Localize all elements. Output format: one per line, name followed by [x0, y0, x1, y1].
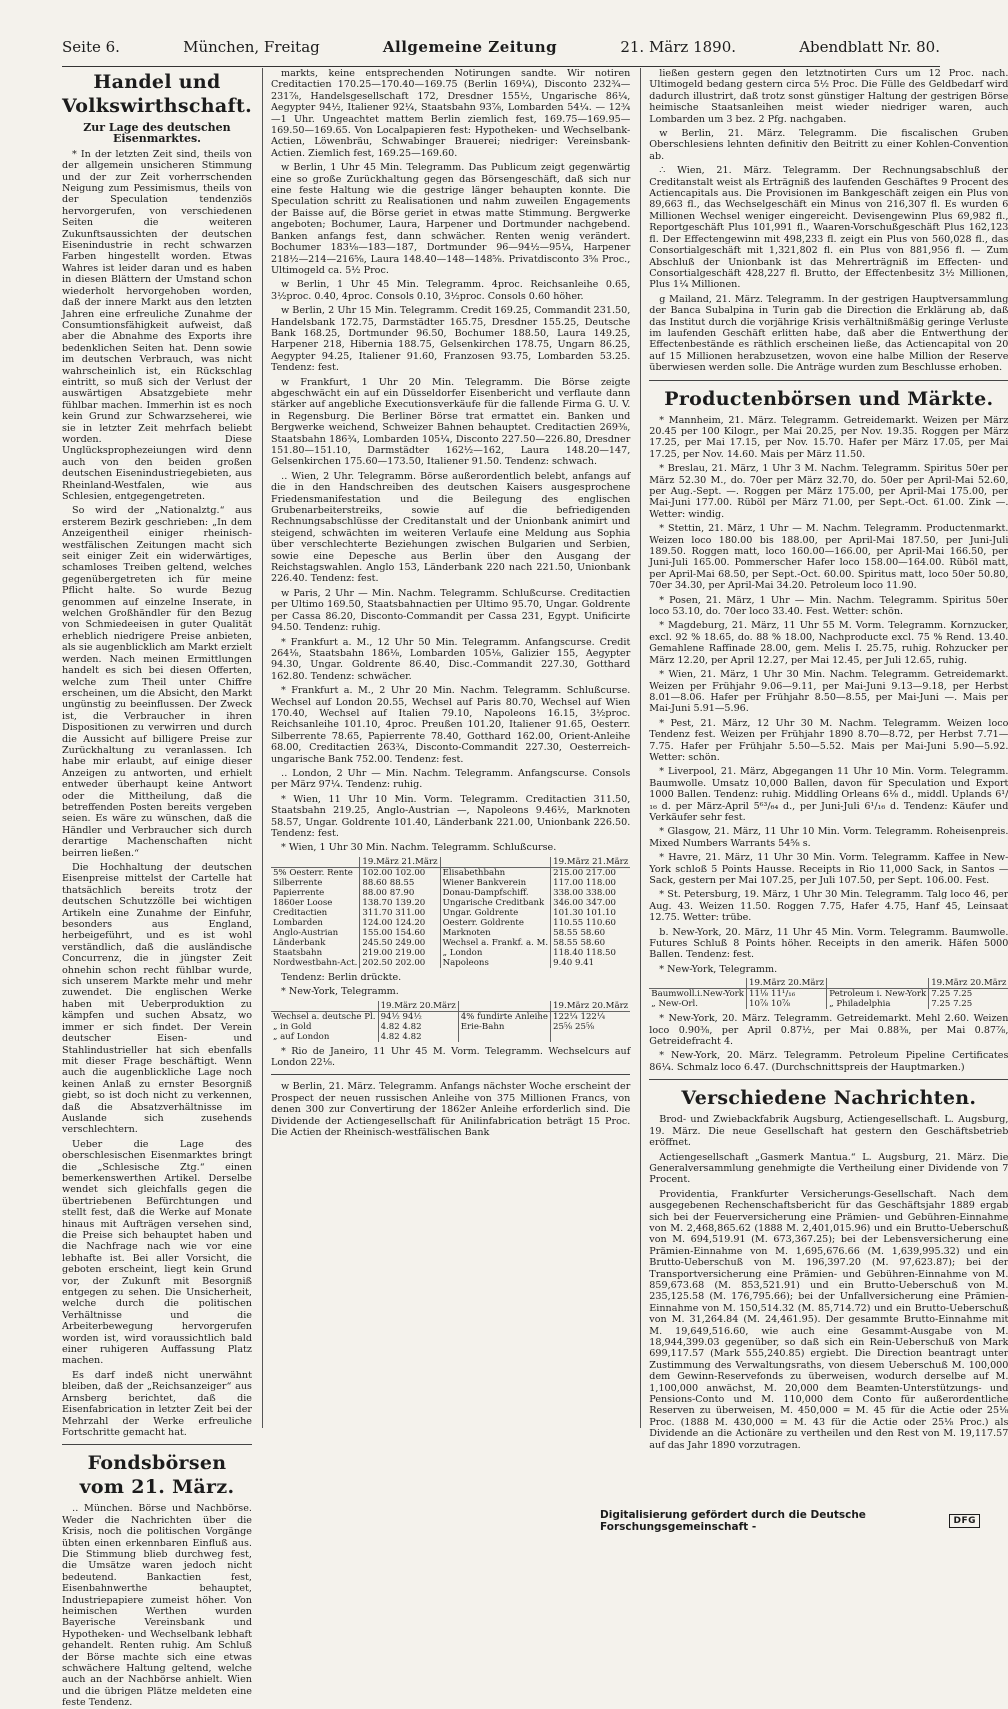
table-cell: 4.82 4.82	[378, 1022, 458, 1032]
table-row	[271, 1032, 630, 1042]
table-cell: Marknoten	[440, 928, 551, 938]
section-title-productenboersen: Productenbörsen und Märkte.	[664, 387, 994, 410]
table-cell: 138.70 139.20	[360, 898, 440, 908]
report: w Berlin, 1 Uhr 45 Min. Telegramm. 4proc. Reichsanleihe 0.65, 3½proc. 0.40, 4proc. Consols 0.10, 3½proc. Consols 0.60 höher.	[270, 279, 631, 302]
news-item: Actiengesellschaft „Gasmerk Mantua.“ L. Augsburg, 21. März. Die Generalversammlung genehmigte die Vertheilung einer Dividende von 7 Procent.	[649, 1151, 1008, 1186]
newspaper-title: Allgemeine Zeitung	[382, 38, 558, 56]
quote-table-cotton-petroleum	[649, 978, 1008, 1009]
market-report: * Wien, 21. März, 1 Uhr 30 Min. Nachm. Telegramm. Getreidemarkt. Weizen per Frühjahr 9.06—9.11, per Mai-Juni 9.13—9.18, per Herbst 8.01—8.06. Hafer per Frühjahr 8.50—8.55, per Mai-Juni —. Mais per Mai-Juni 5.91—5.96.	[649, 669, 1008, 715]
report: * Wien, 1 Uhr 30 Min. Nachm. Telegramm. Schlußcurse.	[280, 842, 557, 854]
table-header-cell	[649, 978, 746, 989]
table-cell: 155.00 154.60	[360, 928, 440, 938]
report: w Berlin, 2 Uhr 15 Min. Telegramm. Credit 169.25, Commandit 231.50, Handelsbank 172.75, Darmstädter 165.75, Dresdner 155.25, Deutsche Bank 168.25, Dortmunder 96.50, Bochumer 188.50, Laura 149.25, Harpener 218, Hibernia 188.75, Gelsenkirchen 178.75, Ungarn 86.25, Aegypter 94.25, Italiener 91.60, Franzosen 93.75, Lombarden 53.25. Tendenz: fest.	[270, 305, 631, 374]
table-cell: Wechsel a. Frankf. a. M.	[440, 938, 551, 948]
market-report: * Mannheim, 21. März. Telegramm. Getreidemarkt. Weizen per März 20.45 per 100 Kilogr., per Mai 20.25, per Nov. 19.35. Roggen per März 17.25, per Mai 17.15, per Nov. 15.70. Hafer per März 17.05, per Mai 17.25, per Nov. 14.60. Mais per März 11.50.	[649, 414, 1008, 460]
table-row	[271, 908, 630, 918]
table-row	[271, 948, 630, 958]
table-cell: Elisabethbahn	[440, 867, 551, 878]
market-report: * Stettin, 21. März, 1 Uhr — M. Nachm. Telegramm. Productenmarkt. Weizen loco 180.00 bis 188.00, per April-Mai 187.50, per Juni-Juli 189.50. Roggen matt, loco 160.00—166.00, per April-Mai 166.50, per Juni-Juli 165.00. Pommerscher Hafer loco 158.00—164.00. Rüböl matt, per April-Mai 68.50, per Sept.-Oct. 60.00. Spiritus matt, loco 50er 50.80, 70er 34.30, per April-Mai 34.20. Petroleum loco 11.90.	[649, 523, 1008, 592]
table-cell: 101.30 101.10	[553, 907, 616, 918]
table-header-cell: 19.März 21.März	[360, 857, 440, 868]
table-header-cell: 19.März 20.März	[378, 1001, 458, 1012]
report: * Rio de Janeiro, 11 Uhr 45 M. Vorm. Telegramm. Wechselcurs auf London 22⅛.	[270, 1045, 631, 1069]
report: * New-York, Telegramm.	[280, 986, 399, 998]
table-header-row	[271, 857, 630, 868]
table-header-cell	[440, 857, 551, 868]
table-cell: 215.00 217.00	[553, 867, 616, 878]
table-cell: Lombarden	[271, 918, 360, 928]
table-row	[271, 928, 630, 938]
table-cell: 88.60 88.55	[360, 878, 440, 888]
table-row	[271, 1011, 630, 1022]
table-header-cell: 19.März 20.März	[929, 978, 1008, 989]
dfg-logo: DFG	[949, 1514, 980, 1528]
report: ‥ Wien, 2 Uhr. Telegramm. Börse außerordentlich belebt, anfangs auf die in den Handschreiben des deutschen Kaisers ausgesprochene Friedensmanifestation und die Beilegung des englischen Grubenarbeiterstreiks, sowie auf die befriedigenden Rechnungsabschlüsse der Creditanstalt und der Unionbank animirt und steigend, schwächten im weiteren Verlaufe eine Meldung aus Sophia über verschlechterte Beziehungen zwischen Bulgarien und Serbien, sowie eine Depesche aus Berlin über den Ausgang der Reichstagswahlen. Anglo 153, Länderbank 220 nach 221.50, Unionbank 226.40. Tendenz: fest.	[270, 470, 631, 585]
market-report: * Breslau, 21. März, 1 Uhr 3 M. Nachm. Telegramm. Spiritus 50er per März 52.30 M., do. 70er per März 32.70, do. 50er per April-Mai 52.60, per Aug.-Sept. —. Roggen per März 175.00, per April-Mai 175.00, per Mai-Juni 177.00. Rüböl per März 71.00, per Sept.-Oct. 61.00. Zink —. Wetter: windig.	[649, 463, 1008, 520]
market-report: * Havre, 21. März, 11 Uhr 30 Min. Vorm. Telegramm. Kaffee in New-York schloß 5 Points Hausse. Receipts in Rio 11,000 Sack, in Santos — Sack, gestern per Mai 107.25, per Juli 107.50, per Sept. 106.00. Fest.	[649, 852, 1008, 886]
table-header-cell	[271, 1001, 378, 1012]
table-cell: „ London	[440, 948, 551, 958]
market-report: * Magdeburg, 21. März, 11 Uhr 55 M. Vorm. Telegramm. Kornzucker, excl. 92 % 18.65, do. 88 % 18.00, Nachproducte excl. 75 % Rend. 13.40. Gemahlene Raffinade 28.00, gem. Melis I. 25.75, ruhig. Rohzucker per März 12.20, per April 12.27, per Mai 12.45, per Juli 12.65, ruhig.	[649, 620, 1008, 666]
table-cell: 117.00 118.00	[553, 877, 616, 888]
table-cell	[551, 1032, 631, 1042]
news-item: Providentia, Frankfurter Versicherungs-Gesellschaft. Nach dem ausgegebenen Rechenschaftsbericht für das Geschäftsjahr 1889 ergab sich bei der Feuerversicherung eine Prämien- und Gebühren-Einnahme von M. 2,468,865.62 (1888 M. 2,401,015.96) und ein Brutto-Ueberschuß von M. 694,519.91 (M. 673,367.25); bei der Lebensversicherung eine Prämien-Einnahme von M. 1,695,676.66 (M. 1,639,995.32) und ein Brutto-Ueberschuß von M. 196,397.20 (M. 97,623.87); bei der Transportversicherung eine Prämien- und Gebühren-Einnahme von M. 859,673.68 (M. 853,521.91) und ein Brutto-Ueberschuß von M. 235,125.58 (M. 176,795.66); bei der Unfallversicherung eine Prämien-Einnahme von M. 150,514.32 (M. 85,714.72) und ein Brutto-Ueberschuß von M. 31,264.84 (M. 24,461.95). Der gesammte Brutto-Einnahme mit M. 19,649,516.60, wie auch eine Gesammt-Ausgabe von M. 18,944,399.03 gegenüber, so daß sich ein Rein-Ueberschuß von Mark 699,117.57 (Mark 555,240.85) ergiebt. Die Direction beantragt unter Zustimmung des Verwaltungsraths, von diesem Ueberschuß M. 100,000 dem Gewinn-Reservefonds zu überweisen, wodurch derselbe auf M. 1,100,000 anwächst, M. 20,000 dem Beamten-Unterstützungs- und Pensions-Conto und M. 110,000 dem Conto für außerordentliche Reserven zu überweisen, M. 450,000 = M. 45 für die Actie oder 25⅛ Proc. (1888 M. 430,000 = M. 43 für die Actie oder 25⅛ Proc.) als Dividende an die Actionäre zu vertheilen und den Rest von M. 19,117.57 auf das Jahr 1890 vorzutragen.	[649, 1188, 1008, 1451]
table-header-cell: 19.März 20.März	[551, 1001, 631, 1012]
table-cell: „ in Gold	[271, 1022, 378, 1032]
report: w Frankfurt, 1 Uhr 20 Min. Telegramm. Die Börse zeigte abgeschwächt ein auf ein Düsseldorfer Eisenbericht und verflaute dann stärker auf angebliche Executionsverkäufe für die fallende Firma G. U. V. in Regensburg. Die Berliner Börse trat ermattet ein. Banken und Bergwerke weichend, Schweizer Bahnen behauptet. Creditactien 269⅜, Staatsbahn 186¾, Lombarden 105¼, Disconto 227.50—226.80, Dresdner 151.80—151.10, Darmstädter 162½—162, Laura 148.20—147, Gelsenkirchen 175.60—173.50, Italiener 91.50. Tendenz: schwach.	[270, 376, 631, 468]
section-title-handel: Handel und Volkswirthschaft.	[62, 71, 252, 117]
market-report: b. New-York, 20. März, 11 Uhr 45 Min. Vorm. Telegramm. Baumwolle. Futures Schluß 8 Points höher. Receipts in den amerik. Häfen 5000 Ballen. Tendenz: fest.	[649, 926, 1008, 961]
section-title-verschiedene: Verschiedene Nachrichten.	[681, 1087, 977, 1110]
table-cell: 245.50 249.00	[360, 938, 440, 948]
divider	[649, 380, 1008, 381]
paragraph: ließen gestern gegen den letztnotirten Curs um 12 Proc. nach. Ultimogeld bedang gestern circa 5½ Proc. Die Fülle des Geldbedarf wird dadurch illustrirt, daß trotz sonst günstiger Haltung der gestrigen Börse heimische Staatsanleihen meist wieder niedriger waren, auch Lombarden um 3 bez. 2 Pfg. nachgaben.	[649, 68, 1008, 125]
table-cell: 124.00 124.20	[360, 918, 440, 928]
market-report: * New-York, 20. März. Telegramm. Getreidemarkt. Mehl 2.60. Weizen loco 0.90⅜, per April 0.87½, per Mai 0.88⅜, per Mai 0.87⅞, Getreidefracht 4.	[649, 1013, 1008, 1048]
table-cell: 5% Oesterr. Rente	[271, 867, 360, 878]
table-cell: 11⅛ 11¹/₁₆	[747, 989, 827, 1000]
table-cell: 9.40 9.41	[553, 957, 595, 968]
table-cell: Ungar. Goldrente	[440, 908, 551, 918]
quote-table-newyork	[271, 1001, 630, 1042]
table-cell: Papierrente	[271, 888, 360, 898]
table-cell: Oesterr. Goldrente	[440, 918, 551, 928]
section-title-fondsboersen: Fondsbörsen vom 21. März.	[79, 1452, 235, 1499]
table-cell: 110.55 110.60	[553, 917, 616, 928]
table-cell: Silberrente	[271, 878, 360, 888]
paragraph: Ueber die Lage des oberschlesischen Eisenmarktes bringt die „Schlesische Ztg.“ einen bemerkenswerthen Artikel. Derselbe wendet sich gleichfalls gegen die übertriebenen Befürchtungen und stellt fest, daß die Werke auf Monate hinaus mit Aufträgen versehen sind, die Preise sich behauptet haben und die Nachfrage nach wie vor eine lebhafte ist. Bei aller Vorsicht, die geboten erscheint, liegt kein Grund vor, der Zukunft mit Besorgniß entgegen zu sehen. Die Unsicherheit, welche durch die politischen Verhältnisse und die Arbeiterbewegung hervorgerufen worden ist, wird voraussichtlich bald einer ruhigeren Auffassung Platz machen.	[62, 1138, 252, 1367]
table-header-cell	[827, 978, 929, 989]
table-row	[271, 867, 630, 878]
table-cell: Petroleum i. New-York	[827, 989, 929, 1000]
paragraph: markts, keine entsprechenden Notirungen sandte. Wir notiren Creditactien 170.25—170.40—169.75 (Berlin 169¼), Disconto 232¾—231⅞, Handelsgesellschaft 172, Dresdner 155½, Ungarische 86¼, Aegypter 94½, Italiener 92¼, Staatsbahn 93⅞, Lombarden 54¼. — 12¾—1 Uhr. Ungeachtet mattem Berlin ziemlich fest, 169.75—169.95—169.50—169.65. Von Localpapieren fest: Hypotheken- und Wechselbank-Actien, Löwenbräu, Schwabinger Brauerei; niedriger: Vereinsbank-Actien. Ziemlich fest, 169.25—169.60.	[270, 68, 631, 159]
table-row	[271, 1022, 630, 1032]
table-cell: 311.70 311.00	[360, 908, 440, 918]
market-report: * New-York, Telegramm.	[659, 963, 778, 975]
table-cell: 4% fundirte Anleihe	[458, 1011, 550, 1022]
table-header-cell	[271, 857, 360, 868]
market-report: * Liverpool, 21. März, Abgegangen 11 Uhr 10 Min. Vorm. Telegramm. Baumwolle. Umsatz 10,000 Ballen, davon für Speculation und Export 1000 Ballen. Tendenz: ruhig. Middling Orleans 6⅛ d., middl. Uplands 6¹/₁₆ d. per März-April 5⁶³/₆₄ d., per Juni-Juli 6¹/₁₆ d. Tendenz: Käufer und Verkäufer sehr fest.	[649, 766, 1008, 823]
market-report: * St. Petersburg, 19. März, 1 Uhr 30 Min. Telegramm. Talg loco 46, per Aug. 43. Weizen 11.50. Roggen 7.75, Hafer 4.75, Hanf 45, Leinsaat 12.75. Wetter: trübe.	[649, 889, 1008, 924]
table-cell: Anglo-Austrian	[271, 928, 360, 938]
divider	[649, 1079, 1008, 1080]
table-cell: 58.55 58.60	[553, 937, 606, 948]
report: w Paris, 2 Uhr — Min. Nachm. Telegramm. Schlußcurse. Creditactien per Ultimo 169.50, Staatsbahnactien per Ultimo 95.70, Ungar. Goldrente per Cassa 86.20, Disconto-Commandit per Cassa 231, Egypt. Unificirte 94.50. Tendenz: ruhig.	[270, 587, 631, 634]
paragraph: So wird der „Nationalztg.“ aus ersterem Bezirk geschrieben: „In dem Anzeigentheil einiger rheinisch-westfälischen Zeitungen macht sich seit einiger Zeit ein widerwärtiges, schamloses Treiben geltend, welches gegenübergetreten ich für meine Pflicht halte. So wurde Bezug genommen auf einzelne Inserate, in welchen Großhändler für den Bezug von Schmiedeeisen in guter Qualität erheblich niedrigere Preise anbieten, als sie augenblicklich am Markt erzielt werden. Nach meinen Ermittlungen handelt es sich bei diesen Offerten, welche zum Theil unter Chiffre erscheinen, um die Absicht, den Markt ungünstig zu beeinflussen. Der Zweck ist, die Verbraucher in ihren Dispositionen zu verwirren und durch die Aussicht auf billigere Preise zur Zurückhaltung zu veranlassen. Ich habe mir erlaubt, auf einige dieser Anzeigen zu antworten, und erhielt entweder überhaupt keine Antwort oder die Mittheilung, daß die betreffenden Posten bereits vergeben seien. Es wäre zu wünschen, daß die Händler und Verbraucher sich durch derartige Machenschaften nicht beirren ließen.“	[62, 505, 252, 859]
table-row	[271, 878, 630, 888]
table-row	[271, 888, 630, 898]
table-cell: Erie-Bahn	[458, 1022, 550, 1032]
table-cell: 102.00 102.00	[360, 867, 440, 878]
table-cell: 10⅞ 10⅞	[747, 999, 827, 1009]
column-3	[640, 68, 1008, 1451]
table-cell: „ auf London	[271, 1032, 378, 1042]
table-cell: 25⅝ 25⅝	[553, 1021, 595, 1032]
table-cell: „ Philadelphia	[827, 999, 929, 1009]
table-cell: Napoleons	[440, 958, 551, 968]
table-cell: „ New-Orl.	[649, 999, 746, 1009]
table-cell: Nordwestbahn-Act.	[271, 958, 360, 968]
column-1	[62, 68, 252, 1709]
table-cell: 118.40 118.50	[553, 947, 616, 958]
table-row	[649, 989, 1008, 1000]
report: * Frankfurt a. M., 2 Uhr 20 Min. Nachm. Telegramm. Schlußcurse. Wechsel auf London 20.55, Wechsel auf Paris 80.70, Wechsel auf Wien 170.40, Wechsel auf Italien 79.10, Napoleons 16.15, 3½proc. Reichsanleihe 101.10, 4proc. Preußen 101.20, Italiener 91.65, Oesterr. Silberrente 78.65, Papierrente 78.40, Gotthard 162.00, Orient-Anleihe 68.00, Creditactien 263¾, Disconto-Commandit 227.30, Oesterreich-ungarische Bank 752.00. Tendenz: fest.	[270, 685, 631, 765]
table-row	[271, 958, 630, 968]
city-day: München, Freitag	[183, 38, 320, 56]
table-row	[271, 918, 630, 928]
report: w Berlin, 21. März. Telegramm. Die fiscalischen Gruben Oberschlesiens lehnten definitiv den Beitritt zu einer Kohlen-Convention ab.	[649, 128, 1008, 162]
table-cell	[458, 1032, 550, 1042]
paragraph: * In der letzten Zeit sind, theils von der allgemein unsicheren Stimmung und der zur Zeit vorherrschenden Neigung zum Pessimismus, theils von der Speculation tendenziös hervorgerufen, von verschiedenen Seiten die weiteren Zukunftsaussichten der deutschen Eisenindustrie in recht schwarzen Farben hingestellt worden. Etwas Wahres ist leider daran und es haben in diesen Blättern der Umstand schon wiederholt hervorgehoben worden, daß der innere Markt aus den letzten Jahren eine erfreuliche Zunahme der Consumtionsfähigkeit aufweist, daß aber die Abnahme des Exports ihre bedenklichen Seiten hat. Denn sowie im deutschen Verbrauch, was nicht wahrscheinlich ist, ein Rückschlag eintritt, so muß sich der Verlust der auswärtigen Absatzgebiete mehr fühlbar machen. Immerhin ist es noch kein Grund zur Schwarzseherei, wie sie in letzter Zeit mehrfach beliebt worden. Diese Unglücksprophezeiungen wird denn auch von den beiden großen deutschen Eisenindustriegebieten, aus Rheinland-Westfalen, wie aus Schlesien, entgegengetreten.	[62, 148, 252, 502]
market-report: * Posen, 21. März, 1 Uhr — Min. Nachm. Telegramm. Spiritus 50er loco 53.10, do. 70er loco 33.40. Fest. Wetter: schön.	[649, 594, 1008, 618]
paragraph: Es darf indeß nicht unerwähnt bleiben, daß der „Reichsanzeiger“ aus Arnsberg berichtet, daß die Eisenfabrication in letzter Zeit bei der Mehrzahl der Werke erfreuliche Fortschritte gemacht hat.	[62, 1369, 252, 1438]
table-cell: 1860er Loose	[271, 898, 360, 908]
report: * Wien, 11 Uhr 10 Min. Vorm. Telegramm. Creditactien 311.50, Staatsbahn 219.25, Anglo-Austrian —, Napoleons 9.46½, Marknoten 58.57, Ungar. Goldrente 101.40, Länderbank 221.00, Unionbank 226.50. Tendenz: fest.	[270, 793, 631, 839]
table-cell: Länderbank	[271, 938, 360, 948]
report: w Berlin, 21. März. Telegramm. Anfangs nächster Woche erscheint der Prospect der neuen russischen Anleihe von 375 Millionen Francs, von denen 300 zur Convertirung der 1862er Anleihe erforderlich sind. Die Dividende der Actiengesellschaft für Anilinfabrication beträgt 15 Proc. Die Actien der Rheinisch-westfälischen Bank	[270, 1081, 631, 1139]
issue-date: 21. März 1890.	[620, 38, 737, 56]
table-cell: Staatsbahn	[271, 948, 360, 958]
table-cell: 7.25 7.25	[931, 989, 973, 1000]
table-cell: 58.55 58.60	[553, 927, 606, 938]
table-header-cell	[458, 1001, 550, 1012]
market-report: * Glasgow, 21. März, 11 Uhr 10 Min. Vorm. Telegramm. Roheisenpreis. Mixed Numbers Warrants 54⅝ s.	[649, 826, 1008, 849]
article-subtitle: Zur Lage des deutschen Eisenmarktes.	[83, 121, 231, 146]
table-cell: 219.00 219.00	[360, 948, 440, 958]
table-cell: 346.00 347.00	[553, 897, 616, 908]
table-header-row	[649, 978, 1008, 989]
market-report: * New-York, 20. März. Telegramm. Petroleum Pipeline Certificates 86¼. Schmalz loco 6.47. (Durchschnittspreis der Hauptmarken.)	[649, 1050, 1008, 1073]
table-cell: 94½ 94½	[378, 1011, 458, 1022]
table-cell: 338.00 338.00	[553, 887, 616, 898]
divider	[271, 1074, 630, 1075]
page-header	[62, 38, 940, 67]
report: ∴ Wien, 21. März. Telegramm. Der Rechnungsabschluß der Creditanstalt weist als Erträgniß des laufenden Geschäftes 9 Procent des Actiencapitals aus. Die Provisionen im Bankgeschäft zeigen ein Plus von 89,663 fl., das Wechselgeschäft ein Minus von 216,307 fl. Es wurden 6 Millionen Wechsel weniger eingereicht. Devisengewinn Plus 69,982 fl., Reportgeschäft Plus 101,991 fl., Waaren-Vorschußgeschäft Plus 162,123 fl. Der Effectengewinn mit 498,233 fl. zeigt ein Plus von 560,028 fl., das Consortialgeschäft mit 1,321,802 fl. ein Plus von 881,956 fl. — Zum Abschluß der Unionbank ist das Mehrerträgniß im Effecten- und Consortialgeschäft 428,227 fl. Brutto, der Effectenbesitz 3½ Millionen, Plus 1¼ Millionen.	[649, 165, 1008, 291]
digitization-footer	[600, 1509, 980, 1533]
table-cell: 88.00 87.90	[360, 888, 440, 898]
report: * Frankfurt a. M., 12 Uhr 50 Min. Telegramm. Anfangscurse. Credit 264⅛, Staatsbahn 186⅛, Lombarden 105⅛, Galizier 155, Aegypter 94.30, Ungar. Goldrente 86.40, Disc.-Commandit 227.30, Gotthard 162.80. Tendenz: schwächer.	[270, 636, 631, 682]
table-cell: 202.50 202.00	[360, 958, 440, 968]
footer-credit: Digitalisierung gefördert durch die Deutsche Forschungsgemeinschaft -	[600, 1509, 866, 1533]
table-header-row	[271, 1001, 630, 1012]
paragraph: Die Hochhaltung der deutschen Eisenpreise mittelst der Cartelle hat thatsächlich bereits trotz der deutschen Schutzzölle bei wichtigen Artikeln eine Zunahme der Einfuhr, besonders aus England, herbeigeführt, und es ist wohl verständlich, daß die ausländische Concurrenz, die in jüngster Zeit ohnehin schon recht fühlbar wurde, sich unserem Markte mehr und mehr zuwendet. Die englischen Werke haben mit Ueberproduktion zu kämpfen und suchen Absatz, wo immer er sich findet. Der Verein deutscher Eisen- und Stahlindustrieller hat sich ebenfalls mit dieser Frage beschäftigt. Wenn auch die augenblickliche Lage noch keinen Anlaß zu ernster Besorgniß giebt, so ist doch nicht zu verkennen, daß die Absatzverhältnisse im Auslande sich zusehends verschlechtern.	[62, 862, 252, 1136]
news-item: Brod- und Zwiebackfabrik Augsburg, Actiengesellschaft. L. Augsburg, 19. März. Die neue Gesellschaft hat gestern den Geschäftsbetrieb eröffnet.	[649, 1114, 1008, 1149]
table-cell: Creditactien	[271, 908, 360, 918]
table-cell: 4.82 4.82	[378, 1032, 458, 1042]
report: w Berlin, 1 Uhr 45 Min. Telegramm. Das Publicum zeigt gegenwärtig eine so große Zurückhaltung gegen das Börsengeschäft, daß sich nur eine feste Haltung wie die gestrige länger behaupten konnte. Die Speculation schritt zu Realisationen und nahm zuweilen Engagements der Baisse auf, die Börse geriet in etwas matte Stimmung. Bergwerke angeboten; Bochumer, Laura, Harpener und Dortmunder nachgebend. Banken anfangs fest, dann schwächer. Renten wenig verändert. Bochumer 183⅛—183—187, Dortmunder 96—94½—95¼, Harpener 218½—214—216⅝, Laura 148.40—148—148⅝. Privatdisconto 3⅝ Proc., Ultimogeld ca. 5½ Proc.	[270, 162, 631, 276]
report: ‥ London, 2 Uhr — Min. Nachm. Telegramm. Anfangscurse. Consols per März 97¼. Tendenz: ruhig.	[270, 767, 631, 791]
paragraph-munich: ‥ München. Börse und Nachbörse. Weder die Nachrichten über die Krisis, noch die politischen Vorgänge übten einen erkennbaren Einfluß aus. Die Stimmung blieb durchweg fest, die Umsätze waren jedoch nicht bedeutend. Bankactien fest, Eisenbahnwerthe behauptet, Industriepapiere zumeist höher. Von heimischen Werthen wurden Bayerische Vereinsbank und Hypotheken- und Wechselbank lebhaft gehandelt. Renten ruhig. Am Schluß der Börse machte sich eine etwas schwächere Haltung geltend, welche auch an der Nachbörse anhielt. Wien und die übrigen Plätze meldeten eine feste Tendenz.	[62, 1503, 252, 1709]
edition: Abendblatt Nr. 80.	[799, 38, 940, 56]
table-cell: 122¼ 122¼	[553, 1011, 606, 1022]
market-report: * Pest, 21. März, 12 Uhr 30 M. Nachm. Telegramm. Weizen loco Tendenz fest. Weizen per Frühjahr 1890 8.70—8.72, per Herbst 7.71—7.75. Hafer per Frühjahr 5.50—5.52. Mais per Mai-Juni 5.90—5.92. Wetter: schön.	[649, 717, 1008, 763]
table-header-cell: 19.März 20.März	[747, 978, 827, 989]
table-header-cell: 19.März 21.März	[551, 857, 631, 868]
table-cell: Wiener Bankverein	[440, 878, 551, 888]
table-cell: Wechsel a. deutsche Pl.	[271, 1011, 378, 1022]
report: g Mailand, 21. März. Telegramm. In der gestrigen Hauptversammlung der Banca Subalpina in Turin gab die Direction die Erklärung ab, daß das Institut durch die vorjährige Krisis verhältnißmäßig geringe Verluste im laufenden Geschäft erlitten habe, daß aber die Entwerthung der Effectenbestände es räthlich erscheinen ließe, das Actiencapital von 20 auf 15 Millionen herabzusetzen, wovon eine halbe Million der Reserve überwiesen werden solle. Die Anträge wurden zum Beschlusse erhoben.	[649, 293, 1008, 374]
table-cell: Ungarische Creditbank	[440, 898, 551, 908]
column-2	[262, 68, 630, 1428]
paragraph: Tendenz: Berlin drückte.	[280, 971, 402, 983]
divider	[62, 1444, 252, 1445]
page-number: Seite 6.	[62, 38, 120, 56]
table-row	[271, 938, 630, 948]
table-row	[271, 898, 630, 908]
table-cell: Donau-Dampfschiff.	[440, 888, 551, 898]
quote-table-wien	[271, 857, 630, 968]
table-cell: Baumwoll.i.New-York	[649, 989, 746, 1000]
table-cell: 7.25 7.25	[931, 999, 973, 1010]
table-row	[649, 999, 1008, 1009]
